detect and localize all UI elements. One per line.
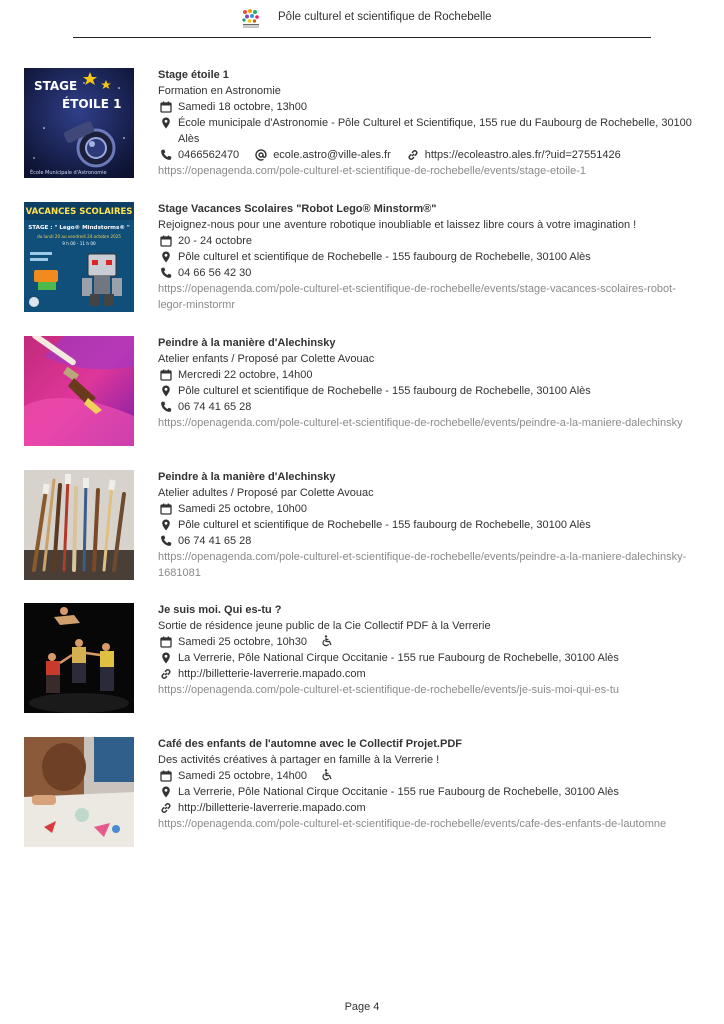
event-location-text: La Verrerie, Pôle National Cirque Occitanie - 155 rue Faubourg de Rochebelle, 30100 Alès (178, 652, 619, 664)
map-pin-icon (160, 251, 172, 263)
event-email[interactable] (253, 147, 391, 163)
event-subtitle: Rejoignez-nous pour une aventure robotique inoubliable et laissez libre cours à votre imagination ! (158, 219, 637, 231)
link-icon (160, 802, 172, 814)
event-date-text: 20 - 24 octobre (178, 235, 252, 247)
page-header (0, 0, 724, 38)
event-location-text: Pôle culturel et scientifique de Rochebelle - 155 faubourg de Rochebelle, 30100 Alès (178, 385, 591, 397)
event-website-text: https://ecoleastro.ales.fr/?uid=27551426 (424, 149, 621, 161)
event-location (158, 115, 703, 147)
event-email-text: ecole.astro@ville-ales.fr (273, 149, 391, 161)
event-title[interactable]: Peindre à la manière d'Alechinsky (158, 471, 336, 483)
at-sign-icon (255, 149, 267, 161)
event-subtitle: Atelier enfants / Proposé par Colette Avouac (158, 353, 375, 365)
event-website-text: http://billetterie-laverrerie.mapado.com (178, 802, 366, 814)
event-phone[interactable] (158, 533, 703, 549)
event-location-text: Pôle culturel et scientifique de Rochebelle - 155 faubourg de Rochebelle, 30100 Alès (178, 251, 591, 263)
link-icon (160, 668, 172, 680)
page-number: Page 4 (344, 1001, 380, 1013)
event-thumbnail[interactable] (24, 202, 134, 312)
calendar-icon (160, 101, 172, 113)
event-date-text: Samedi 18 octobre, 13h00 (178, 101, 308, 113)
event-date-text: Samedi 25 octobre, 10h00 (178, 503, 308, 515)
link-icon (407, 149, 419, 161)
thumb-text-line3: du lundi 20 au vendredi 24 octobre 2025 (37, 234, 121, 239)
event-url-link[interactable]: https://openagenda.com/pole-culturel-et-scientifique-de-rochebelle/events/peindre-a-la-maniere-dalechinsky (158, 417, 683, 429)
thumb-text-line2: STAGE : " Lego® Mindstorms® " (28, 225, 130, 231)
calendar-icon (160, 369, 172, 381)
event-url-link[interactable]: https://openagenda.com/pole-culturel-et-scientifique-de-rochebelle/events/je-suis-moi-qui-es-tu (158, 684, 620, 696)
event-phone[interactable] (158, 265, 703, 281)
event-website[interactable] (158, 666, 703, 682)
phone-icon (160, 535, 172, 547)
event-contacts (158, 147, 703, 163)
event-website[interactable] (405, 147, 621, 163)
event-title[interactable]: Je suis moi. Qui es-tu ? (158, 604, 282, 616)
rochebelle-logo-icon (241, 8, 261, 30)
wheelchair-accessibility-icon (321, 635, 333, 647)
event-location-text: La Verrerie, Pôle National Cirque Occitanie - 155 rue Faubourg de Rochebelle, 30100 Alès (178, 786, 619, 798)
event-date-text: Mercredi 22 octobre, 14h00 (178, 369, 313, 381)
event-location (158, 650, 703, 666)
event-title[interactable]: Stage étoile 1 (158, 69, 229, 81)
event-subtitle: Sortie de résidence jeune public de la Cie Collectif PDF à la Verrerie (158, 620, 491, 632)
calendar-icon (160, 235, 172, 247)
event-thumbnail[interactable] (24, 68, 134, 178)
event-location (158, 249, 703, 265)
event-location (158, 517, 703, 533)
header-divider (73, 37, 651, 38)
phone-icon (160, 149, 172, 161)
thumb-text-footer: École Municipale d'Astronomie (30, 170, 107, 176)
event-phone-text: 0466562470 (178, 149, 240, 161)
event-date (158, 768, 703, 784)
map-pin-icon (160, 117, 172, 129)
event-subtitle: Atelier adultes / Proposé par Colette Avouac (158, 487, 374, 499)
map-pin-icon (160, 786, 172, 798)
event-phone-text: 06 74 41 65 28 (178, 401, 252, 413)
calendar-icon (160, 503, 172, 515)
calendar-icon (160, 770, 172, 782)
event-title[interactable]: Peindre à la manière d'Alechinsky (158, 337, 336, 349)
event-date (158, 99, 703, 115)
event-date (158, 233, 703, 249)
event-location (158, 784, 703, 800)
event-website-text: http://billetterie-laverrerie.mapado.com (178, 668, 366, 680)
event-url-link[interactable]: https://openagenda.com/pole-culturel-et-scientifique-de-rochebelle/events/stage-vacances-scolaires-robot-legor-minstormr (158, 283, 676, 311)
phone-icon (160, 267, 172, 279)
event-phone[interactable] (158, 147, 239, 163)
event-url-link[interactable]: https://openagenda.com/pole-culturel-et-scientifique-de-rochebelle/events/stage-etoile-1 (158, 165, 587, 177)
thumb-text-line4: 9 h 00 - 11 h 00 (62, 241, 96, 246)
wheelchair-accessibility-icon (321, 769, 333, 781)
event-thumbnail[interactable] (24, 336, 134, 446)
map-pin-icon (160, 519, 172, 531)
event-thumbnail[interactable] (24, 737, 134, 847)
map-pin-icon (160, 385, 172, 397)
event-thumbnail[interactable] (24, 470, 134, 580)
event-date (158, 634, 703, 650)
event-subtitle: Formation en Astronomie (158, 85, 281, 97)
event-location-text: École municipale d'Astronomie - Pôle Culturel et Scientifique, 155 rue du Faubourg de Rochebelle, 30100 Alès (178, 117, 692, 145)
thumb-text-line1: STAGE (34, 79, 78, 93)
event-phone-text: 04 66 56 42 30 (178, 267, 252, 279)
event-website[interactable] (158, 800, 703, 816)
event-location-text: Pôle culturel et scientifique de Rochebelle - 155 faubourg de Rochebelle, 30100 Alès (178, 519, 591, 531)
event-date (158, 367, 703, 383)
event-phone[interactable] (158, 399, 703, 415)
event-url-link[interactable]: https://openagenda.com/pole-culturel-et-scientifique-de-rochebelle/events/cafe-des-enfants-de-lautomne (158, 818, 667, 830)
event-thumbnail[interactable] (24, 603, 134, 713)
event-date (158, 501, 703, 517)
event-location (158, 383, 703, 399)
page-header-title: Pôle culturel et scientifique de Rochebelle (278, 11, 492, 23)
calendar-icon (160, 636, 172, 648)
event-title[interactable]: Café des enfants de l'automne avec le Collectif Projet.PDF (158, 738, 462, 750)
event-url-link[interactable]: https://openagenda.com/pole-culturel-et-scientifique-de-rochebelle/events/peindre-a-la-maniere-dalechinsky-1681081 (158, 551, 687, 579)
event-date-text: Samedi 25 octobre, 14h00 (178, 770, 308, 782)
thumb-text-line2: ÉTOILE 1 (62, 97, 122, 111)
event-subtitle: Des activités créatives à partager en famille à la Verrerie ! (158, 754, 440, 766)
event-date-text: Samedi 25 octobre, 10h30 (178, 636, 308, 648)
map-pin-icon (160, 652, 172, 664)
thumb-text-line1: VACANCES SCOLAIRES (25, 207, 133, 217)
event-phone-text: 06 74 41 65 28 (178, 535, 252, 547)
event-title[interactable]: Stage Vacances Scolaires "Robot Lego® Minstorm®" (158, 203, 437, 215)
phone-icon (160, 401, 172, 413)
